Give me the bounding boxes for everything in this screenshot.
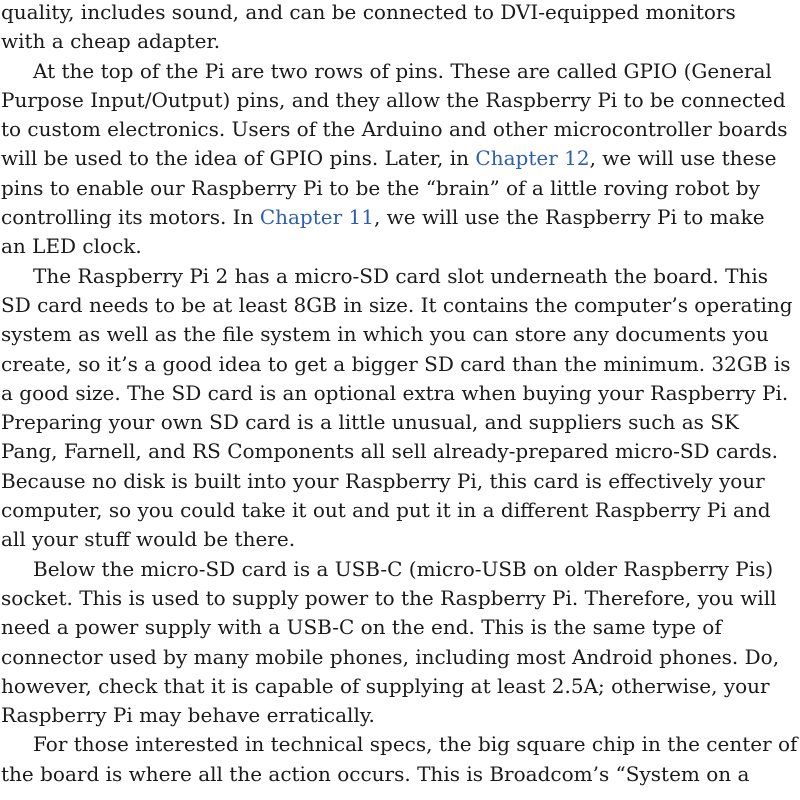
text-line — [1, 760, 798, 789]
text-segment: Preparing your own SD card is a little unusual, and suppliers such as SK — [1, 410, 739, 435]
text-segment: , we will use these — [589, 146, 777, 171]
text-segment: a good size. The SD card is an optional extra when buying your Raspberry Pi. — [1, 380, 789, 405]
text-line — [1, 496, 798, 525]
text-line — [1, 701, 798, 730]
chapter-11-link[interactable]: Chapter 11 — [259, 205, 374, 230]
text-segment: , we will use the Raspberry Pi to make — [373, 205, 765, 230]
text-segment: socket. This is used to supply power to the Raspberry Pi. Therefore, you will — [1, 585, 777, 610]
text-segment: quality, includes sound, and can be connected to DVI-equipped monitors — [1, 0, 736, 24]
text-segment: At the top of the Pi are two rows of pins. These are called GPIO (General — [33, 58, 772, 83]
text-segment: all your stuff would be there. — [1, 527, 296, 552]
text-line — [1, 437, 798, 466]
text-line — [1, 613, 798, 642]
text-segment: with a cheap adapter. — [1, 29, 221, 54]
text-segment: The Raspberry Pi 2 has a micro-SD card slot underneath the board. This — [33, 263, 769, 288]
text-line — [1, 525, 798, 554]
text-line — [1, 174, 798, 203]
text-segment: will be used to the idea of GPIO pins. Later, in — [1, 146, 476, 171]
text-segment: Raspberry Pi may behave erratically. — [1, 703, 375, 728]
text-line — [1, 144, 798, 173]
text-line — [1, 320, 798, 349]
text-line — [1, 291, 798, 320]
paragraph-first-line — [1, 730, 798, 759]
text-line — [1, 203, 798, 232]
text-segment: computer, so you could take it out and put it in a different Raspberry Pi and — [1, 498, 771, 523]
text-line — [1, 0, 798, 27]
text-line — [1, 672, 798, 701]
text-segment: For those interested in technical specs, the big square chip in the center of — [33, 732, 798, 757]
text-segment: an LED clock. — [1, 234, 142, 259]
text-segment: connector used by many mobile phones, including most Android phones. Do, — [1, 644, 780, 669]
text-line — [1, 643, 798, 672]
text-line — [1, 350, 798, 379]
text-segment: Purpose Input/Output) pins, and they allow the Raspberry Pi to be connected — [1, 87, 786, 112]
text-segment: Pang, Farnell, and RS Components all sell already-prepared micro-SD cards. — [1, 439, 779, 464]
text-segment: need a power supply with a USB-C on the end. This is the same type of — [1, 615, 722, 640]
paragraph-first-line — [1, 57, 798, 86]
text-line — [1, 467, 798, 496]
text-segment: system as well as the file system in which you can store any documents you — [1, 322, 769, 347]
text-segment: Below the micro-SD card is a USB-C (micro-USB on older Raspberry Pis) — [33, 556, 774, 581]
text-segment: SD card needs to be at least 8GB in size. It contains the computer’s operating — [1, 292, 793, 317]
text-line — [1, 86, 798, 115]
body-text — [1, 0, 798, 789]
text-segment: pins to enable our Raspberry Pi to be the “brain” of a little roving robot by — [1, 175, 760, 200]
text-segment: Because no disk is built into your Raspberry Pi, this card is effectively your — [1, 468, 765, 493]
paragraph-first-line — [1, 555, 798, 584]
text-segment: create, so it’s a good idea to get a bigger SD card than the minimum. 32GB is — [1, 351, 791, 376]
text-segment: to custom electronics. Users of the Arduino and other microcontroller boards — [1, 117, 788, 142]
text-line — [1, 379, 798, 408]
text-segment: the board is where all the action occurs. This is Broadcom’s “System on a — [1, 761, 750, 786]
paragraph-first-line — [1, 262, 798, 291]
text-line — [1, 584, 798, 613]
chapter-12-link[interactable]: Chapter 12 — [475, 146, 590, 171]
text-line — [1, 115, 798, 144]
text-line — [1, 232, 798, 261]
text-line — [1, 408, 798, 437]
text-segment: however, check that it is capable of supplying at least 2.5A; otherwise, your — [1, 673, 770, 698]
text-line — [1, 27, 798, 56]
text-segment: controlling its motors. In — [1, 205, 260, 230]
